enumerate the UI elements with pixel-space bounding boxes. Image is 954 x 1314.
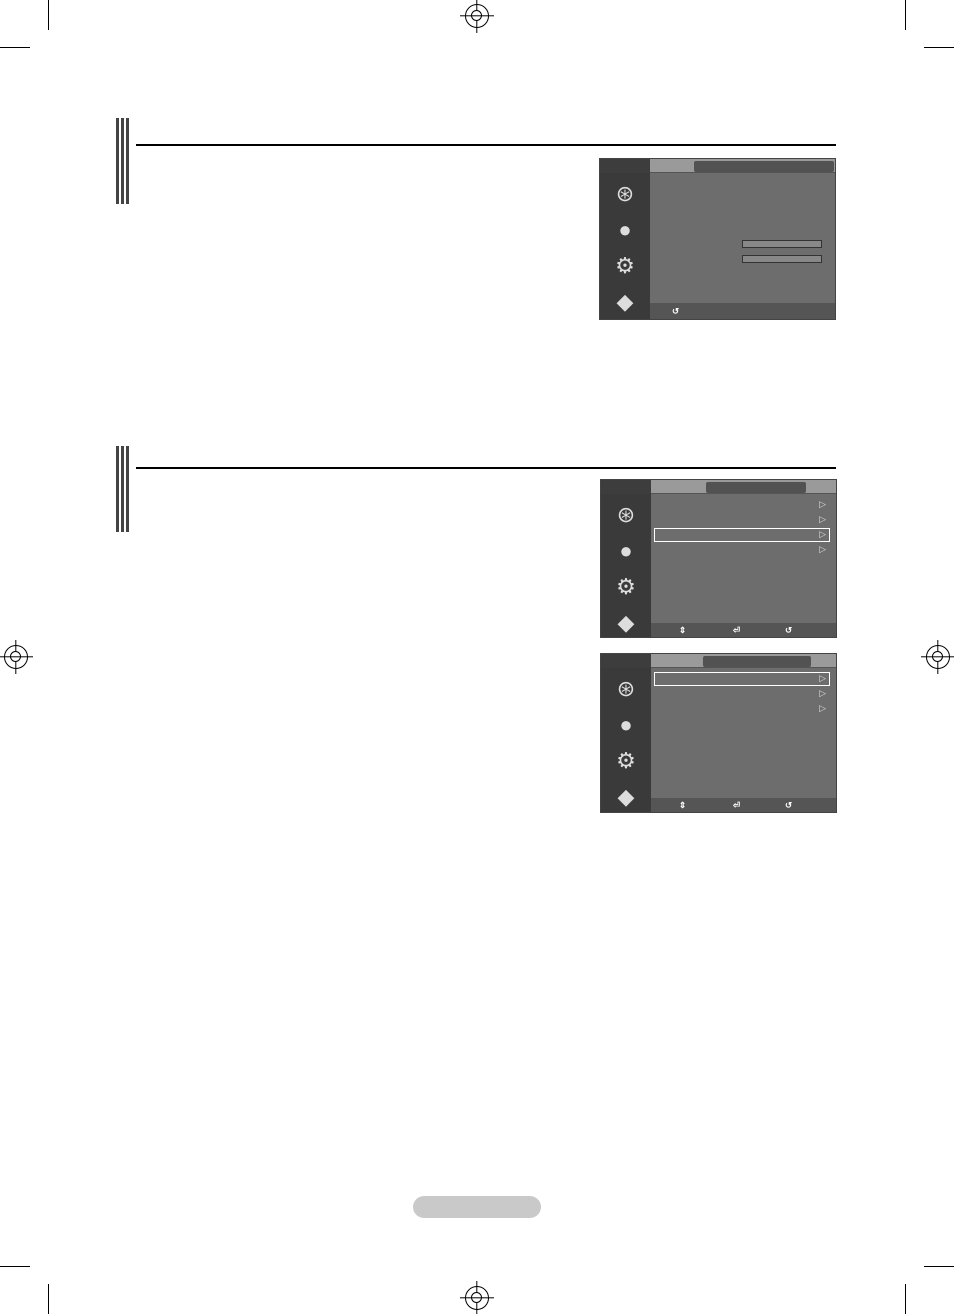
dtv-label [600,159,650,173]
tv-screen-software-upgrade [600,653,837,813]
screen-title [703,656,811,667]
enter-icon: ⏎ [733,800,741,810]
crop-mark [905,0,906,30]
updown-icon: ⇕ [679,800,687,810]
tv-screen-signal-info [599,158,836,320]
bit-error-bar [742,240,822,248]
section1-rule [136,144,836,146]
signal-strength-bar [742,255,822,263]
crop-mark [905,1284,906,1314]
setup-menu-icon: ⚙ [616,574,636,599]
picture-menu-icon: ⊛ [616,502,636,527]
tv-screen-system [600,479,837,638]
page-number [413,1196,541,1218]
section-marker-bar [116,446,130,532]
chevron-right-icon: ▷ [819,499,826,509]
menu-selection [654,528,830,542]
picture-menu-icon: ⊛ [615,181,635,206]
setup-menu-icon: ⚙ [616,748,636,773]
crop-mark [48,0,49,30]
sound-menu-icon: ● [619,538,633,563]
updown-icon: ⇕ [679,625,687,635]
chevron-right-icon: ▷ [819,688,826,698]
chevron-right-icon: ▷ [819,703,826,713]
crop-mark [0,47,30,48]
return-icon: ↺ [672,306,680,316]
crop-mark [924,1266,954,1267]
section-marker-bar [116,118,130,204]
dtv-label [601,480,651,494]
chevron-right-icon: ▷ [819,529,826,539]
registration-mark-icon [465,4,489,28]
return-icon: ↺ [785,800,793,810]
sound-menu-icon: ● [618,217,632,242]
input-menu-icon: ◆ [617,784,635,809]
screen-title [694,161,834,172]
screen-title [706,482,806,493]
input-menu-icon: ◆ [616,289,634,314]
crop-mark [0,1266,30,1267]
crop-mark [924,47,954,48]
chevron-right-icon: ▷ [819,673,826,683]
picture-menu-icon: ⊛ [616,676,636,701]
setup-menu-icon: ⚙ [615,253,635,278]
crop-mark [48,1284,49,1314]
sound-menu-icon: ● [619,712,633,737]
menu-selection [654,672,830,686]
registration-mark-icon [926,645,950,669]
section2-rule [136,467,836,469]
input-menu-icon: ◆ [617,610,635,635]
chevron-right-icon: ▷ [819,514,826,524]
chevron-right-icon: ▷ [819,544,826,554]
return-icon: ↺ [785,625,793,635]
registration-mark-icon [465,1286,489,1310]
enter-icon: ⏎ [733,625,741,635]
dtv-label [601,654,651,668]
registration-mark-icon [4,645,28,669]
